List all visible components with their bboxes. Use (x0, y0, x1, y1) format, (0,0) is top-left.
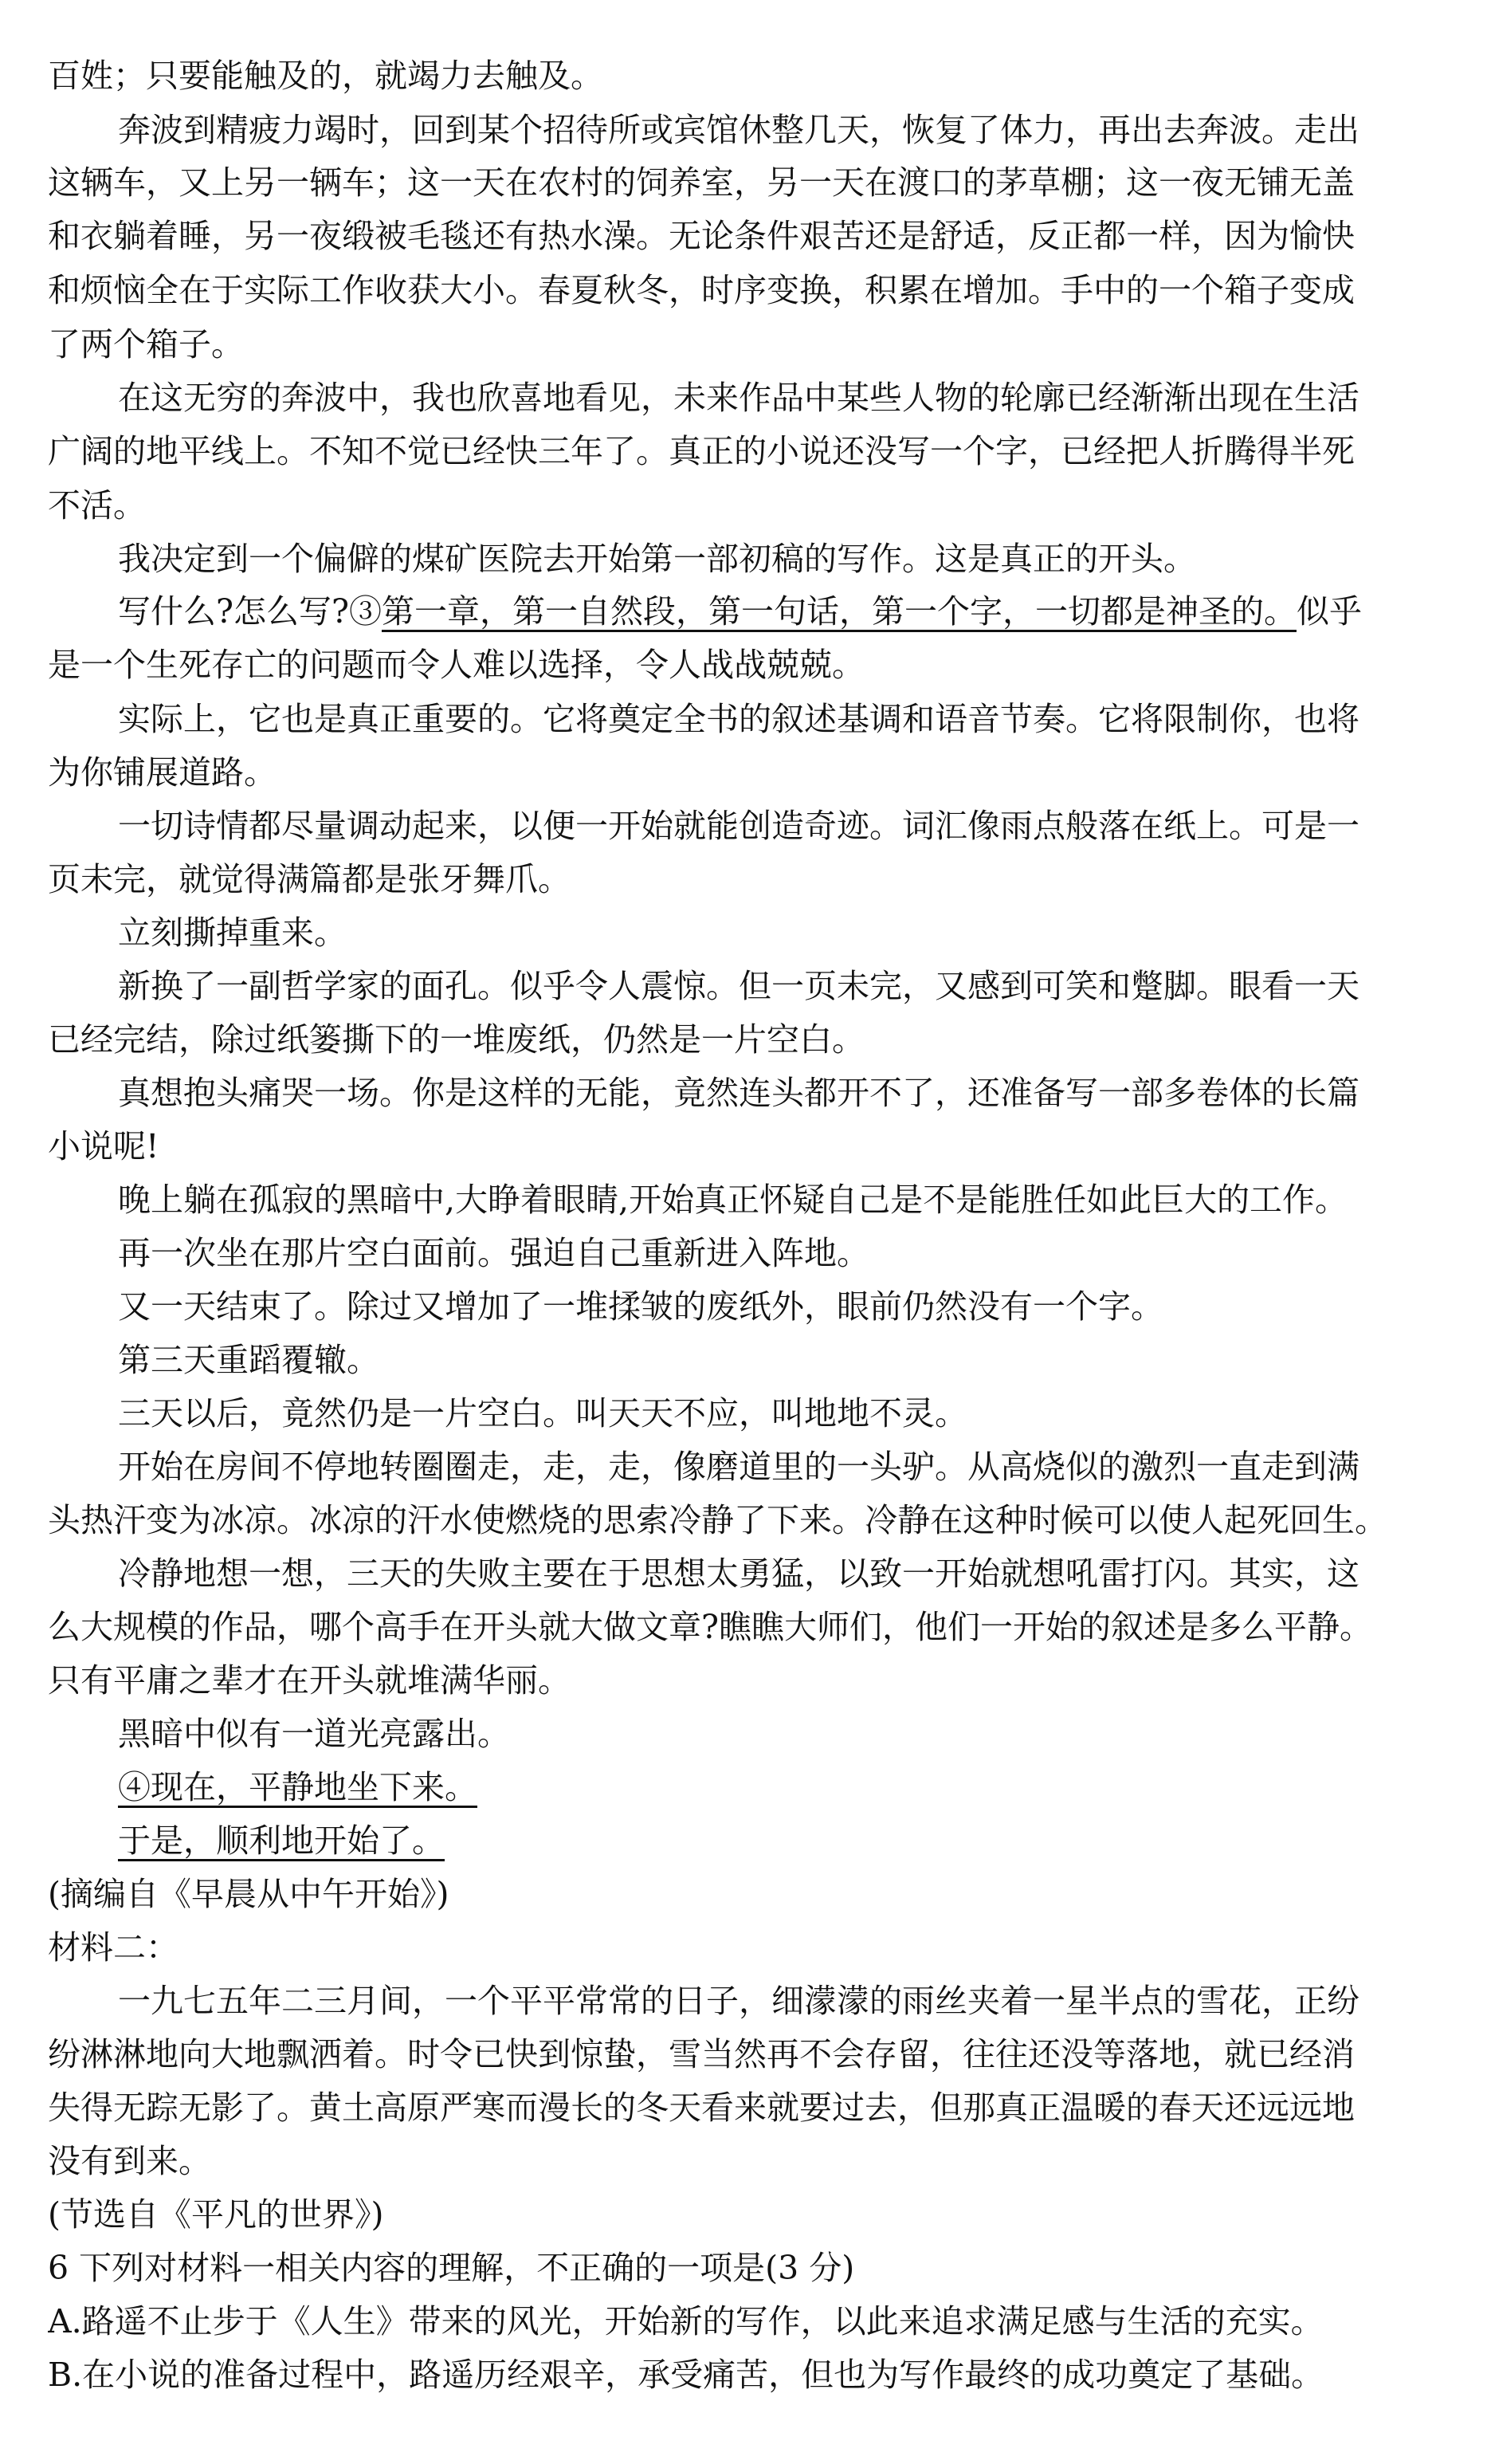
text-line: 和烦恼全在于实际工作收获大小。春夏秋冬，时序变换，积累在增加。手中的一个箱子变成 (48, 271, 1355, 309)
text-line: 不活。 (48, 486, 146, 525)
text-line: 奔波到精疲力竭时，回到某个招待所或宾馆休整几天，恢复了体力，再出去奔波。走出 (118, 111, 1359, 149)
text-line: 是一个生死存亡的问题而令人难以选择，令人战战兢兢。 (48, 646, 865, 684)
text-line: 这辆车，又上另一辆车；这一天在农村的饲养室，另一天在渡口的茅草棚；这一夜无铺无盖 (48, 163, 1355, 202)
text-line: 纷淋淋地向大地飘洒着。时令已快到惊蛰，雪当然再不会存留，往往还没等落地，就已经消 (48, 2035, 1355, 2073)
text-line: 么大规模的作品，哪个高手在开头就大做文章?瞧瞧大师们，他们一开始的叙述是多么平静。 (48, 1608, 1372, 1646)
text-line: 了两个箱子。 (48, 325, 244, 364)
text-line: 百姓；只要能触及的，就竭力去触及。 (48, 57, 603, 95)
text-line: 在这无穷的奔波中，我也欣喜地看见，未来作品中某些人物的轮廓已经渐渐出现在生活 (118, 379, 1359, 417)
text-line: 页未完，就觉得满篇都是张牙舞爪。 (48, 860, 571, 898)
text-line: 一切诗情都尽量调动起来，以便一开始就能创造奇迹。词汇像雨点般落在纸上。可是一 (118, 807, 1359, 845)
text-line: 晚上躺在孤寂的黑暗中,大睁着眼睛,开始真正怀疑自己是不是能胜任如此巨大的工作。 (118, 1181, 1348, 1219)
question-option-b: B.在小说的准备过程中，路遥历经艰辛，承受痛苦，但也为写作最终的成功奠定了基础。 (48, 2356, 1324, 2394)
text-line (118, 585, 1450, 638)
underlined-sentence-3: 第一章，第一自然段，第一句话，第一个字，一切都是神圣的。 (381, 592, 1297, 631)
text-line: 立刻撕掉重来。 (118, 914, 347, 952)
source-citation: (节选自《平凡的世界》) (48, 2195, 384, 2234)
text-line: 实际上，它也是真正重要的。它将奠定全书的叙述基调和语音节奏。它将限制你，也将 (118, 700, 1359, 738)
text-segment: 似乎 (1296, 592, 1362, 631)
text-line: 没有到来。 (48, 2142, 211, 2180)
text-line (118, 1761, 1450, 1814)
text-line (118, 1814, 1450, 1867)
text-line: 只有平庸之辈才在开头就堆满华丽。 (48, 1661, 571, 1700)
underlined-sentence-4: ④现在，平静地坐下来。 (118, 1768, 477, 1806)
text-line: 失得无踪无影了。黄土高原严寒而漫长的冬天看来就要过去，但那真正温暖的春天还远远地 (48, 2089, 1355, 2127)
text-line: 真想抱头痛哭一场。你是这样的无能，竟然连头都开不了，还准备写一部多卷体的长篇 (118, 1074, 1359, 1112)
underlined-sentence-4-cont: 于是，顺利地开始了。 (118, 1821, 445, 1860)
question-option-a: A.路遥不止步于《人生》带来的风光，开始新的写作，以此来追求满足感与生活的充实。 (48, 2302, 1324, 2340)
text-line: 小说呢! (48, 1127, 159, 1165)
text-line: 为你铺展道路。 (48, 753, 277, 792)
text-line: 开始在房间不停地转圈圈走，走，走，像磨道里的一头驴。从高烧似的激烈一直走到满 (118, 1448, 1359, 1486)
text-line: 黑暗中似有一道光亮露出。 (118, 1715, 510, 1753)
text-line: 广阔的地平线上。不知不觉已经快三年了。真正的小说还没写一个字，已经把人折腾得半死 (48, 432, 1355, 470)
text-line: 第三天重蹈覆辙。 (118, 1341, 379, 1379)
text-line: 和衣躺着睡，另一夜缎被毛毯还有热水澡。无论条件艰苦还是舒适，反正都一样，因为愉快 (48, 217, 1355, 255)
text-line: 冷静地想一想，三天的失败主要在于思想太勇猛，以致一开始就想吼雷打闪。其实，这 (118, 1554, 1359, 1593)
text-line: 新换了一副哲学家的面孔。似乎令人震惊。但一页未完，又感到可笑和蹩脚。眼看一天 (118, 967, 1359, 1005)
question-stem: 6 下列对材料一相关内容的理解，不正确的一项是(3 分) (48, 2249, 855, 2287)
text-line: 一九七五年二三月间，一个平平常常的日子，细濛濛的雨丝夹着一星半点的雪花，正纷 (118, 1982, 1359, 2020)
source-citation: (摘编自《早晨从中午开始》) (48, 1875, 449, 1913)
section-label: 材料二： (48, 1928, 179, 1967)
text-line: 头热汗变为冰凉。冰凉的汗水使燃烧的思索冷静了下来。冷静在这种时候可以使人起死回生。 (48, 1501, 1387, 1539)
text-line: 再一次坐在那片空白面前。强迫自己重新进入阵地。 (118, 1234, 869, 1272)
text-line: 我决定到一个偏僻的煤矿医院去开始第一部初稿的写作。这是真正的开头。 (118, 540, 1196, 578)
text-segment: 写什么?怎么写?③ (118, 592, 382, 631)
text-line: 已经完结，除过纸篓撕下的一堆废纸，仍然是一片空白。 (48, 1020, 865, 1059)
text-line: 又一天结束了。除过又增加了一堆揉皱的废纸外，眼前仍然没有一个字。 (118, 1287, 1163, 1326)
text-line: 三天以后，竟然仍是一片空白。叫天天不应，叫地地不灵。 (118, 1394, 967, 1432)
